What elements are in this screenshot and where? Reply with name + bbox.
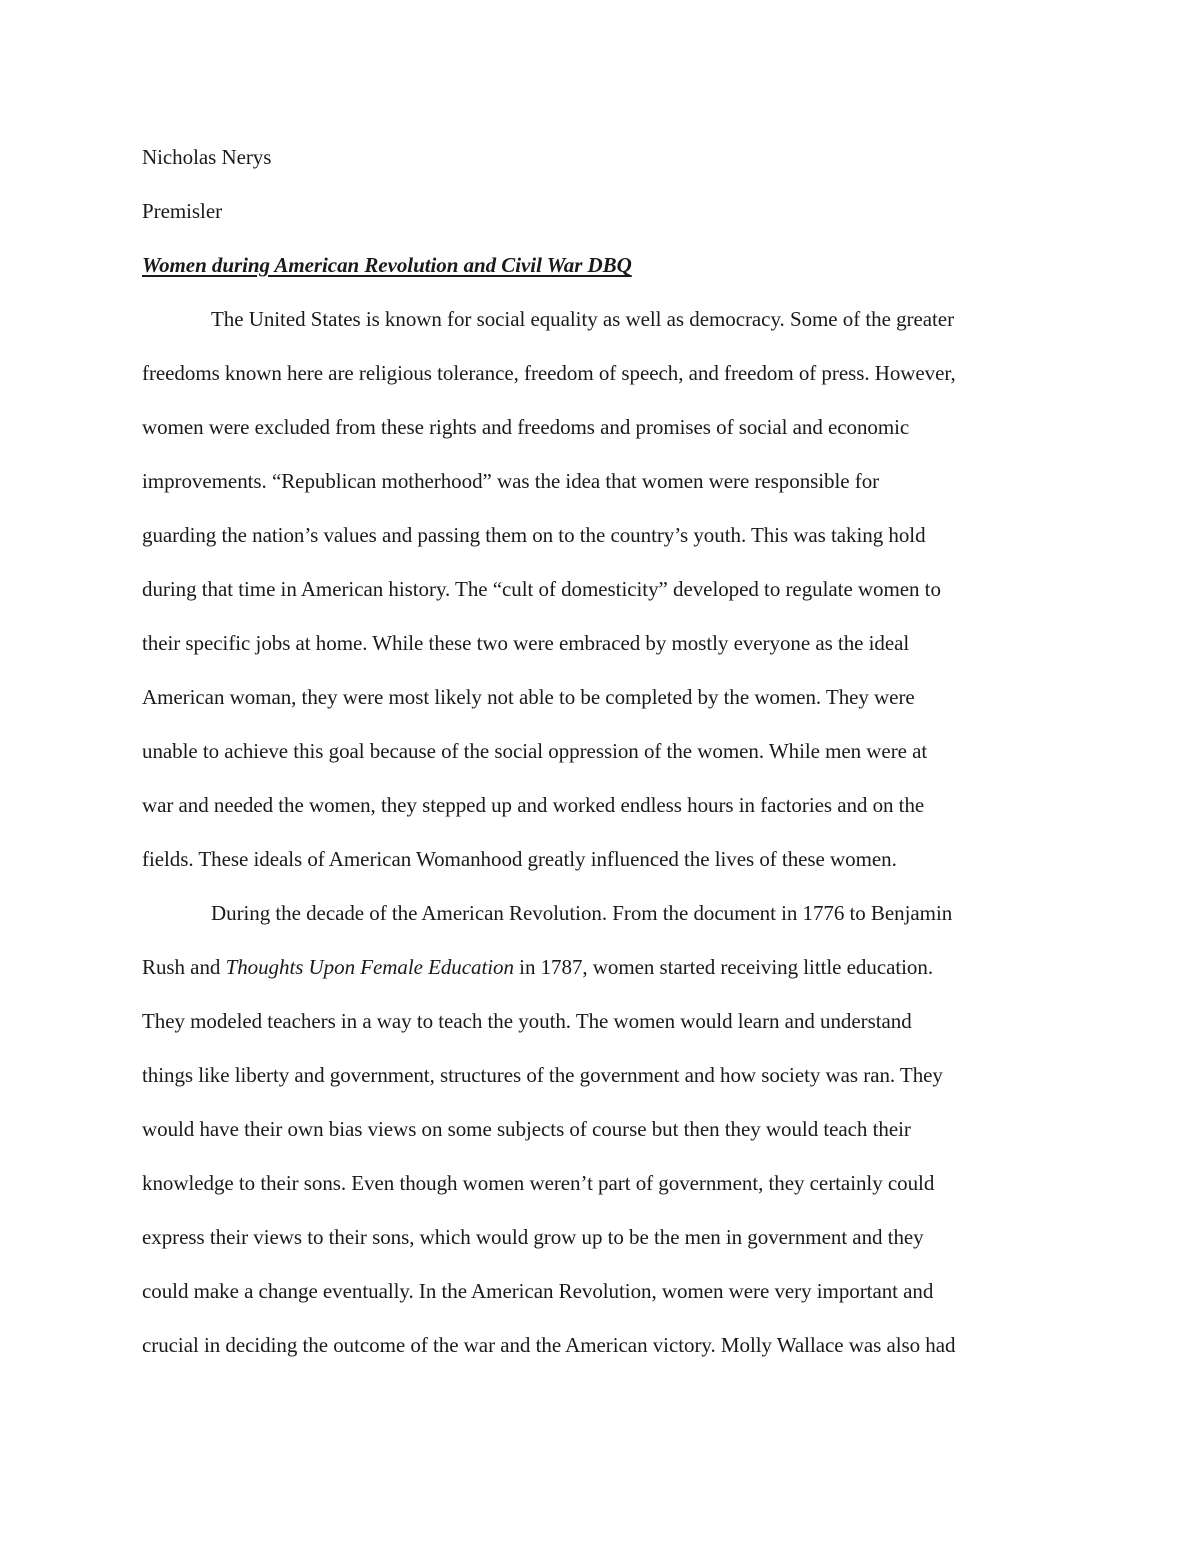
book-title: Thoughts Upon Female Education xyxy=(225,955,514,979)
paragraph-line: could make a change eventually. In the American Revolution, women were very important and xyxy=(142,1279,934,1303)
paragraph-line: guarding the nation’s values and passing them on to the country’s youth. This was taking hold xyxy=(142,523,926,547)
paragraph-line: They modeled teachers in a way to teach the youth. The women would learn and understand xyxy=(142,1009,912,1033)
paragraph-line: crucial in deciding the outcome of the war and the American victory. Molly Wallace was also had xyxy=(142,1333,956,1357)
paragraph-line: express their views to their sons, which would grow up to be the men in government and they xyxy=(142,1225,924,1249)
paragraph-line: fields. These ideals of American Womanhood greatly influenced the lives of these women. xyxy=(142,847,897,871)
paragraph-line: improvements. “Republican motherhood” was the idea that women were responsible for xyxy=(142,469,880,493)
teacher-name: Premisler xyxy=(142,199,223,223)
paragraph-line: unable to achieve this goal because of the social oppression of the women. While men were at xyxy=(142,739,928,763)
paragraph-line: during that time in American history. The “cult of domesticity” developed to regulate women to xyxy=(142,577,941,601)
paragraph-text: in 1787, women started receiving little education. xyxy=(513,955,934,979)
paragraph-line xyxy=(142,954,933,980)
essay-title: Women during American Revolution and Civil War DBQ xyxy=(142,253,632,277)
paragraph-line: knowledge to their sons. Even though women weren’t part of government, they certainly could xyxy=(142,1171,935,1195)
paragraph-text: Rush and xyxy=(142,955,226,979)
paragraph-line: freedoms known here are religious tolerance, freedom of speech, and freedom of press. However, xyxy=(142,361,956,385)
paragraph-line: would have their own bias views on some subjects of course but then they would teach their xyxy=(142,1117,911,1141)
paragraph-line: During the decade of the American Revolution. From the document in 1776 to Benjamin xyxy=(211,901,953,925)
paragraph-line: things like liberty and government, structures of the government and how society was ran. They xyxy=(142,1063,943,1087)
paragraph-line: women were excluded from these rights and freedoms and promises of social and economic xyxy=(142,415,910,439)
author-name: Nicholas Nerys xyxy=(142,145,272,169)
paragraph-line: American woman, they were most likely not able to be completed by the women. They were xyxy=(142,685,915,709)
paragraph-line: their specific jobs at home. While these two were embraced by mostly everyone as the ideal xyxy=(142,631,910,655)
paragraph-line: war and needed the women, they stepped up and worked endless hours in factories and on the xyxy=(142,793,925,817)
paragraph-line: The United States is known for social equality as well as democracy. Some of the greater xyxy=(211,307,955,331)
